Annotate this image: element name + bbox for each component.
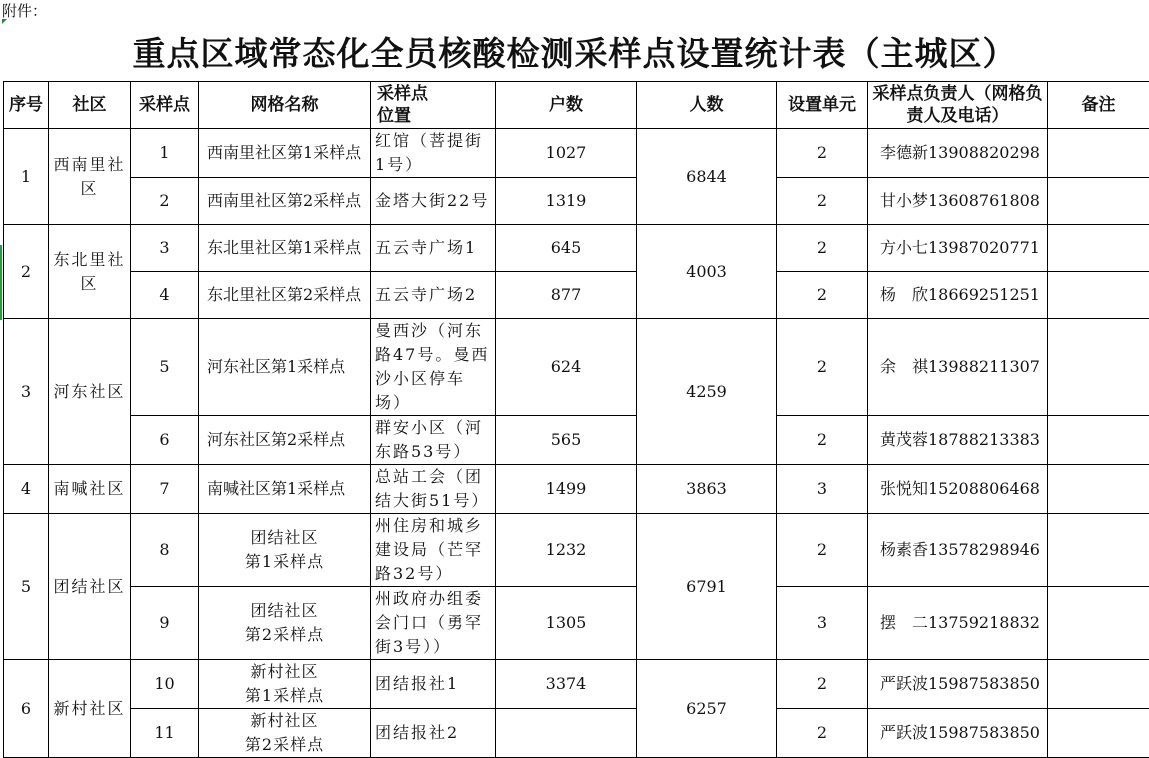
cell-remark[interactable] <box>1048 272 1149 319</box>
cell-households[interactable]: 1305 <box>496 587 637 660</box>
cell-point[interactable]: 7 <box>131 465 199 514</box>
cell-location[interactable]: 五云寺广场2 <box>371 272 496 319</box>
header-units[interactable]: 设置单元 <box>777 82 868 129</box>
cell-grid-name[interactable]: 南喊社区第1采样点 <box>199 465 371 514</box>
cell-seq[interactable]: 1 <box>4 129 49 225</box>
cell-manager[interactable]: 杨素香13578298946 <box>868 514 1048 587</box>
table-row <box>4 178 1149 225</box>
cell-location[interactable]: 州住房和城乡建设局（芒罕路32号） <box>371 514 496 587</box>
cell-location[interactable]: 五云寺广场1 <box>371 225 496 272</box>
cell-community[interactable]: 南喊社区 <box>49 465 131 514</box>
cell-manager[interactable]: 摆 二13759218832 <box>868 587 1048 660</box>
cell-people[interactable]: 6844 <box>637 129 777 225</box>
cell-grid-name[interactable]: 东北里社区第2采样点 <box>199 272 371 319</box>
cell-remark[interactable] <box>1048 514 1149 587</box>
cell-point[interactable]: 11 <box>131 709 199 758</box>
cell-remark[interactable] <box>1048 319 1149 416</box>
cell-point[interactable]: 4 <box>131 272 199 319</box>
cell-people[interactable]: 4259 <box>637 319 777 465</box>
cell-community[interactable]: 团结社区 <box>49 514 131 660</box>
cell-households[interactable]: 877 <box>496 272 637 319</box>
cell-units[interactable]: 2 <box>777 660 868 709</box>
cell-seq[interactable]: 2 <box>4 225 49 319</box>
table-row <box>4 514 1149 587</box>
cell-point[interactable]: 2 <box>131 178 199 225</box>
cell-people[interactable]: 3863 <box>637 465 777 514</box>
cell-units[interactable]: 2 <box>777 272 868 319</box>
header-seq[interactable]: 序号 <box>4 82 49 129</box>
header-community[interactable]: 社区 <box>49 82 131 129</box>
cell-units[interactable]: 2 <box>777 225 868 272</box>
cell-households[interactable]: 645 <box>496 225 637 272</box>
cell-location[interactable]: 州政府办组委会门口（勇罕街3号）） <box>371 587 496 660</box>
cell-manager[interactable]: 黄茂蓉18788213383 <box>868 416 1048 465</box>
sampling-point-table <box>3 81 1149 758</box>
cell-grid-name[interactable]: 东北里社区第1采样点 <box>199 225 371 272</box>
cell-seq[interactable]: 3 <box>4 319 49 465</box>
cell-manager[interactable]: 方小七13987020771 <box>868 225 1048 272</box>
table-row <box>4 272 1149 319</box>
cell-grid-name[interactable]: 新村社区 第1采样点 <box>199 660 371 709</box>
table-row <box>4 416 1149 465</box>
cell-point[interactable]: 3 <box>131 225 199 272</box>
cell-location[interactable]: 曼西沙（河东路47号。曼西沙小区停车场） <box>371 319 496 416</box>
cell-remark[interactable] <box>1048 178 1149 225</box>
header-manager[interactable]: 采样点负责人（网格负责人及电话） <box>868 82 1048 129</box>
header-grid-name[interactable]: 网格名称 <box>199 82 371 129</box>
cell-households[interactable]: 1232 <box>496 514 637 587</box>
cell-community[interactable]: 东北里社区 <box>49 225 131 319</box>
cell-grid-name[interactable]: 团结社区 第2采样点 <box>199 587 371 660</box>
header-location-text: 采样点 位置 <box>377 84 428 126</box>
table-row <box>4 587 1149 660</box>
cell-people[interactable]: 6257 <box>637 660 777 758</box>
cell-location[interactable]: 金塔大街22号 <box>371 178 496 225</box>
cell-manager[interactable]: 李德新13908820298 <box>868 129 1048 178</box>
cell-grid-name[interactable]: 新村社区 第2采样点 <box>199 709 371 758</box>
cell-manager[interactable]: 张悦知15208806468 <box>868 465 1048 514</box>
header-location[interactable] <box>371 82 496 129</box>
table-row <box>4 319 1149 416</box>
cell-units[interactable]: 2 <box>777 178 868 225</box>
header-people[interactable]: 人数 <box>637 82 777 129</box>
cell-seq[interactable]: 4 <box>4 465 49 514</box>
table-row <box>4 709 1149 758</box>
cell-households[interactable]: 1499 <box>496 465 637 514</box>
selection-edge-marker <box>0 245 2 320</box>
header-households[interactable]: 户数 <box>496 82 637 129</box>
cell-units[interactable]: 2 <box>777 129 868 178</box>
cell-community[interactable]: 河东社区 <box>49 319 131 465</box>
cell-remark[interactable] <box>1048 129 1149 178</box>
cell-location[interactable]: 团结报社2 <box>371 709 496 758</box>
table-row <box>4 465 1149 514</box>
cell-grid-name[interactable]: 西南里社区第2采样点 <box>199 178 371 225</box>
cell-grid-name[interactable]: 河东社区第2采样点 <box>199 416 371 465</box>
cell-manager[interactable]: 严跃波15987583850 <box>868 660 1048 709</box>
cell-point[interactable]: 6 <box>131 416 199 465</box>
header-point[interactable]: 采样点 <box>131 82 199 129</box>
cell-people[interactable]: 4003 <box>637 225 777 319</box>
cell-community[interactable]: 新村社区 <box>49 660 131 758</box>
cell-manager[interactable]: 甘小梦13608761808 <box>868 178 1048 225</box>
cell-households[interactable]: 1319 <box>496 178 637 225</box>
cell-households[interactable]: 624 <box>496 319 637 416</box>
cell-seq[interactable]: 5 <box>4 514 49 660</box>
table-row <box>4 225 1149 272</box>
cell-grid-name[interactable]: 河东社区第1采样点 <box>199 319 371 416</box>
header-remark[interactable]: 备注 <box>1048 82 1149 129</box>
cell-remark[interactable] <box>1048 225 1149 272</box>
cell-remark[interactable] <box>1048 660 1149 709</box>
header-row <box>4 82 1149 129</box>
page-title: 重点区域常态化全员核酸检测采样点设置统计表（主城区） <box>0 30 1149 78</box>
cell-manager[interactable]: 杨 欣18669251251 <box>868 272 1048 319</box>
cell-units[interactable]: 2 <box>777 514 868 587</box>
cell-seq[interactable]: 6 <box>4 660 49 758</box>
cell-people[interactable]: 6791 <box>637 514 777 660</box>
cell-point[interactable]: 10 <box>131 660 199 709</box>
cell-location[interactable]: 群安小区（河东路53号） <box>371 416 496 465</box>
cell-point[interactable]: 9 <box>131 587 199 660</box>
cell-grid-name[interactable]: 西南里社区第1采样点 <box>199 129 371 178</box>
cell-households[interactable]: 3374 <box>496 660 637 709</box>
cell-community[interactable]: 西南里社区 <box>49 129 131 225</box>
cell-marker-icon <box>2 19 7 24</box>
cell-point[interactable]: 8 <box>131 514 199 587</box>
table-row <box>4 129 1149 178</box>
annex-label: 附件： <box>2 1 47 21</box>
cell-remark[interactable] <box>1048 709 1149 758</box>
cell-households[interactable] <box>496 709 637 758</box>
cell-point[interactable]: 1 <box>131 129 199 178</box>
cell-units[interactable]: 2 <box>777 416 868 465</box>
cell-units[interactable]: 3 <box>777 587 868 660</box>
cell-households[interactable]: 565 <box>496 416 637 465</box>
cell-remark[interactable] <box>1048 465 1149 514</box>
cell-grid-name[interactable]: 团结社区 第1采样点 <box>199 514 371 587</box>
cell-location[interactable]: 总站工会（团结大街51号） <box>371 465 496 514</box>
cell-remark[interactable] <box>1048 416 1149 465</box>
cell-location[interactable]: 团结报社1 <box>371 660 496 709</box>
table-row <box>4 660 1149 709</box>
cell-manager[interactable]: 严跃波15987583850 <box>868 709 1048 758</box>
cell-units[interactable]: 3 <box>777 465 868 514</box>
cell-manager[interactable]: 余 祺13988211307 <box>868 319 1048 416</box>
cell-units[interactable]: 2 <box>777 319 868 416</box>
cell-point[interactable]: 5 <box>131 319 199 416</box>
cell-units[interactable]: 2 <box>777 709 868 758</box>
cell-location[interactable]: 红馆（菩提街1号） <box>371 129 496 178</box>
cell-households[interactable]: 1027 <box>496 129 637 178</box>
cell-remark[interactable] <box>1048 587 1149 660</box>
